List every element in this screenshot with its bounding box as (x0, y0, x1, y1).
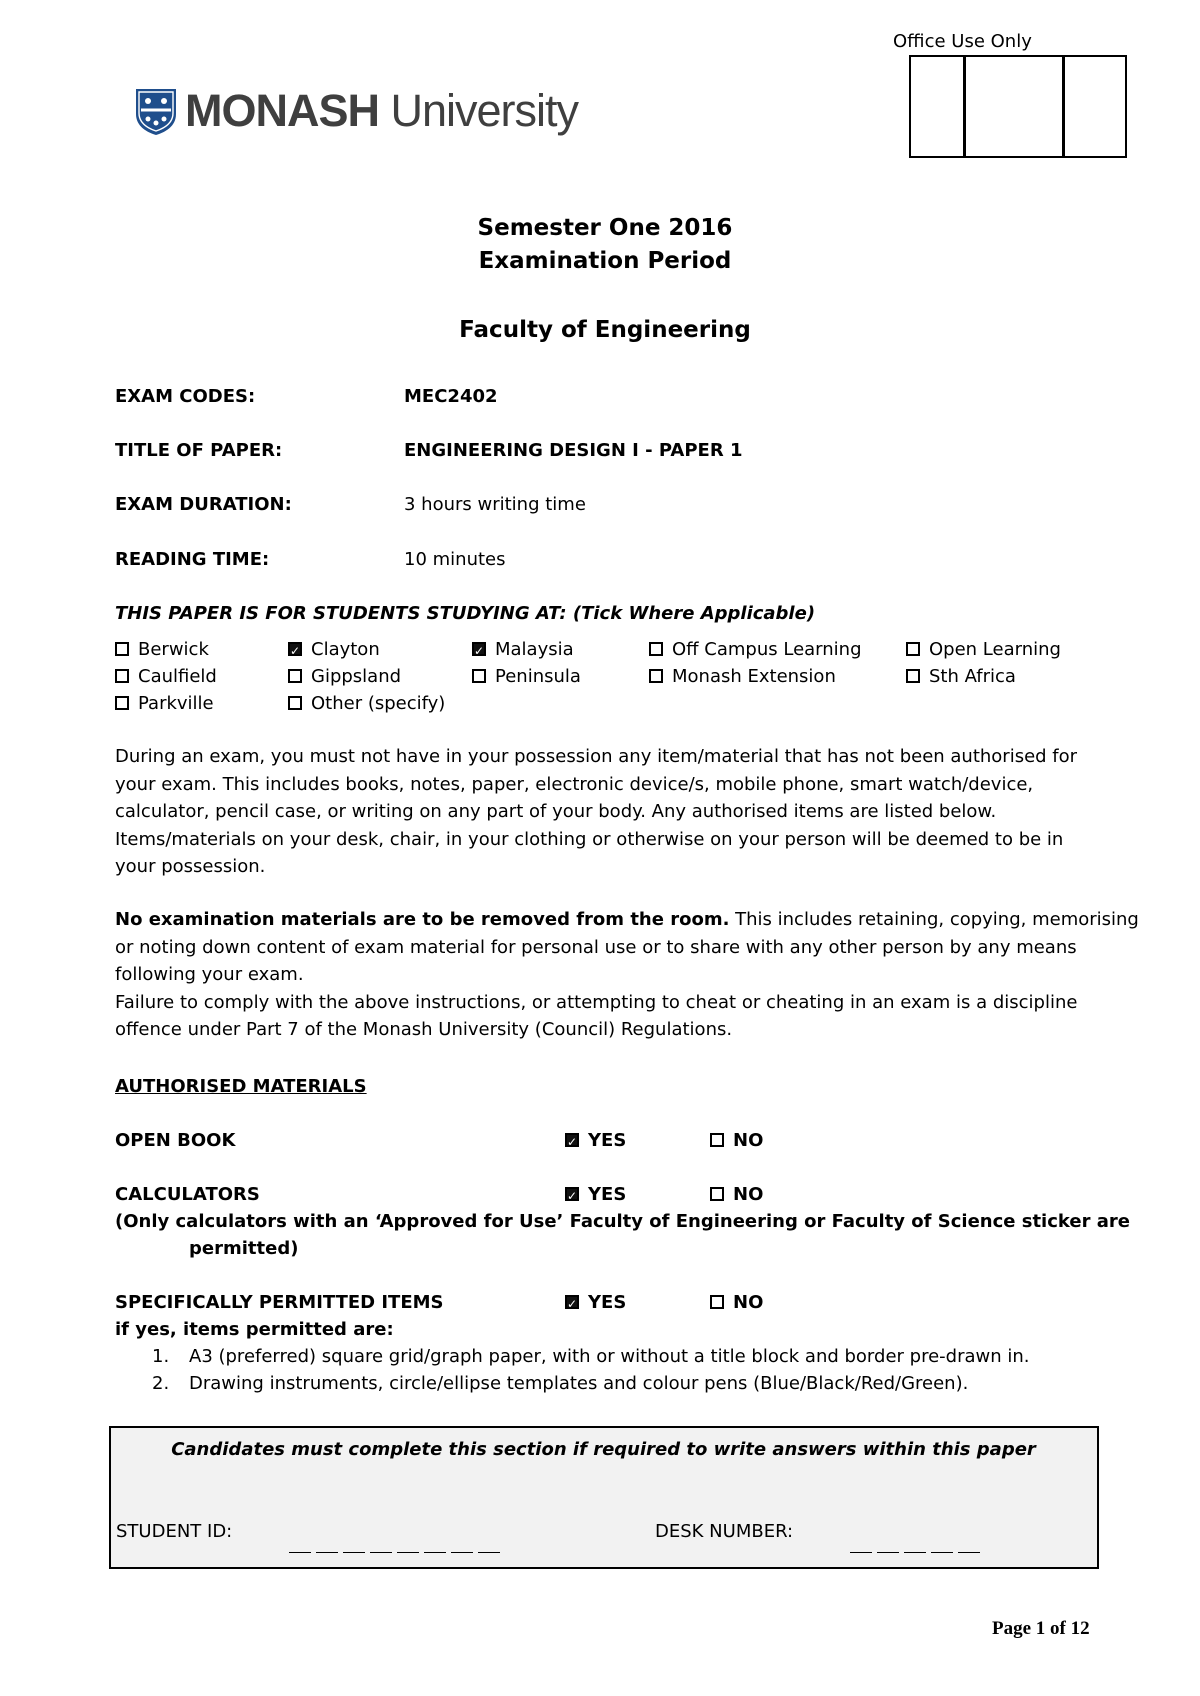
desk-number-label: DESK NUMBER: (655, 1521, 794, 1542)
rule-line: Failure to comply with the above instructions, or attempting to cheat or cheating in an exam is a discipline (115, 991, 1078, 1013)
open-book-no: NO (710, 1129, 763, 1153)
exam-period-title: Examination Period (478, 248, 732, 274)
campus-option-caulfield (115, 665, 217, 689)
open-book-label: OPEN BOOK (115, 1130, 236, 1151)
authorised-heading: AUTHORISED MATERIALS (115, 1076, 367, 1097)
permitted-yes: ✓ YES (565, 1291, 626, 1315)
open-book-no-checkbox[interactable] (710, 1133, 724, 1147)
removal-rule-bold: No examination materials are to be removed from the room. (115, 909, 730, 930)
paper-title-label: TITLE OF PAPER: (115, 440, 283, 461)
page-number: Page 1 of 12 (992, 1618, 1090, 1639)
paper-title-value: ENGINEERING DESIGN I - PAPER 1 (404, 440, 743, 461)
campus-option-open-learning (906, 638, 1061, 662)
exam-duration-value: 3 hours writing time (404, 494, 586, 515)
campus-option-other-specify (288, 692, 445, 716)
campus-option-label: Gippsland (311, 666, 402, 687)
campus-option-peninsula (472, 665, 581, 689)
rule-line: following your exam. (115, 964, 304, 985)
permitted-item-number: 2. (152, 1373, 170, 1394)
rule-line: your exam. This includes books, notes, paper, electronic device/s, mobile phone, smart watch/device, (115, 773, 1034, 795)
campus-checkbox-sth-africa[interactable] (906, 669, 920, 683)
campus-checkbox-clayton[interactable] (288, 642, 302, 656)
faculty-title: Faculty of Engineering (459, 317, 751, 343)
campus-option-parkville (115, 692, 214, 716)
permitted-no-checkbox[interactable] (710, 1295, 724, 1309)
open-book-yes-checkbox[interactable] (565, 1133, 579, 1147)
calculators-label: CALCULATORS (115, 1184, 260, 1205)
calculators-yes: ✓ YES (565, 1183, 626, 1207)
campus-option-label: Sth Africa (929, 666, 1016, 687)
student-id-field[interactable] (289, 1538, 505, 1557)
desk-number-field[interactable] (850, 1538, 985, 1557)
campus-option-label: Parkville (138, 693, 214, 714)
campus-checkbox-monash-extension[interactable] (649, 669, 663, 683)
campus-checkbox-gippsland[interactable] (288, 669, 302, 683)
student-id-label: STUDENT ID: (116, 1521, 233, 1542)
permitted-no: NO (710, 1291, 763, 1315)
campus-option-sth-africa (906, 665, 1016, 689)
permitted-items-label: SPECIFICALLY PERMITTED ITEMS (115, 1292, 444, 1313)
reading-time-value: 10 minutes (404, 549, 506, 570)
office-use-label: Office Use Only (893, 31, 1032, 52)
campus-checkbox-off-campus-learning[interactable] (649, 642, 663, 656)
campus-option-label: Caulfield (138, 666, 217, 687)
campus-option-label: Malaysia (495, 639, 574, 660)
semester-title: Semester One 2016 (477, 215, 733, 241)
monash-logo (133, 86, 578, 136)
campus-checkbox-parkville[interactable] (115, 696, 129, 710)
campus-checkbox-malaysia[interactable] (472, 642, 486, 656)
campus-option-malaysia (472, 638, 574, 662)
removal-rules (115, 906, 1139, 1044)
permitted-yes-checkbox[interactable] (565, 1295, 579, 1309)
calculators-note-cont: permitted) (189, 1238, 299, 1259)
permitted-item-number: 1. (152, 1346, 170, 1367)
reading-time-label: READING TIME: (115, 549, 270, 570)
office-use-box (909, 55, 1127, 158)
campus-option-off-campus-learning (649, 638, 862, 662)
campus-option-label: Open Learning (929, 639, 1061, 660)
permitted-item-text: Drawing instruments, circle/ellipse templates and colour pens (Blue/Black/Red/Green). (189, 1373, 969, 1394)
calculators-no-checkbox[interactable] (710, 1187, 724, 1201)
calculators-note: (Only calculators with an ‘Approved for Use’ Faculty of Engineering or Faculty of Science sticker are (115, 1211, 1130, 1232)
calculators-yes-checkbox[interactable] (565, 1187, 579, 1201)
campus-option-label: Clayton (311, 639, 380, 660)
campus-checkbox-open-learning[interactable] (906, 642, 920, 656)
candidate-section-title: Candidates must complete this section if required to write answers within this paper (171, 1439, 1036, 1460)
rule-line: offence under Part 7 of the Monash University (Council) Regulations. (115, 1019, 733, 1040)
logo-wordmark: MONASH University (185, 85, 579, 136)
campus-option-label: Off Campus Learning (672, 639, 862, 660)
open-book-yes: ✓ YES (565, 1129, 626, 1153)
campus-option-label: Peninsula (495, 666, 581, 687)
rule-line: or noting down content of exam material for personal use or to share with any other person by any means (115, 936, 1077, 958)
campus-checkbox-other-specify[interactable] (288, 696, 302, 710)
campus-checkbox-berwick[interactable] (115, 642, 129, 656)
campus-option-label: Berwick (138, 639, 209, 660)
exam-codes-label: EXAM CODES: (115, 386, 256, 407)
campus-option-label: Monash Extension (672, 666, 836, 687)
campus-checkbox-caulfield[interactable] (115, 669, 129, 683)
rule-line: calculator, pencil case, or writing on any part of your body. Any authorised items are listed below. (115, 801, 997, 822)
possession-rules (115, 743, 1115, 881)
rule-line: Items/materials on your desk, chair, in your clothing or otherwise on your person will be deemed to be in (115, 828, 1064, 850)
permitted-item-text: A3 (preferred) square grid/graph paper, with or without a title block and border pre-drawn in. (189, 1346, 1030, 1367)
campus-option-monash-extension (649, 665, 836, 689)
campus-option-clayton (288, 638, 380, 662)
exam-codes-value: MEC2402 (404, 386, 498, 407)
rule-line: your possession. (115, 856, 266, 877)
rule-line: This includes retaining, copying, memorising (729, 909, 1139, 930)
campus-option-label: Other (specify) (311, 693, 446, 714)
campus-checkbox-peninsula[interactable] (472, 669, 486, 683)
exam-duration-label: EXAM DURATION: (115, 494, 292, 515)
campus-option-berwick (115, 638, 209, 662)
campus-option-gippsland (288, 665, 401, 689)
campus-heading: THIS PAPER IS FOR STUDENTS STUDYING AT: (Tick Where Applicable) (115, 603, 816, 624)
monash-crest-icon (133, 86, 179, 136)
rule-line: During an exam, you must not have in your possession any item/material that has not been authorised for (115, 746, 1078, 767)
permitted-items-sub: if yes, items permitted are: (115, 1319, 394, 1340)
calculators-no: NO (710, 1183, 763, 1207)
candidate-section-box (109, 1426, 1099, 1569)
